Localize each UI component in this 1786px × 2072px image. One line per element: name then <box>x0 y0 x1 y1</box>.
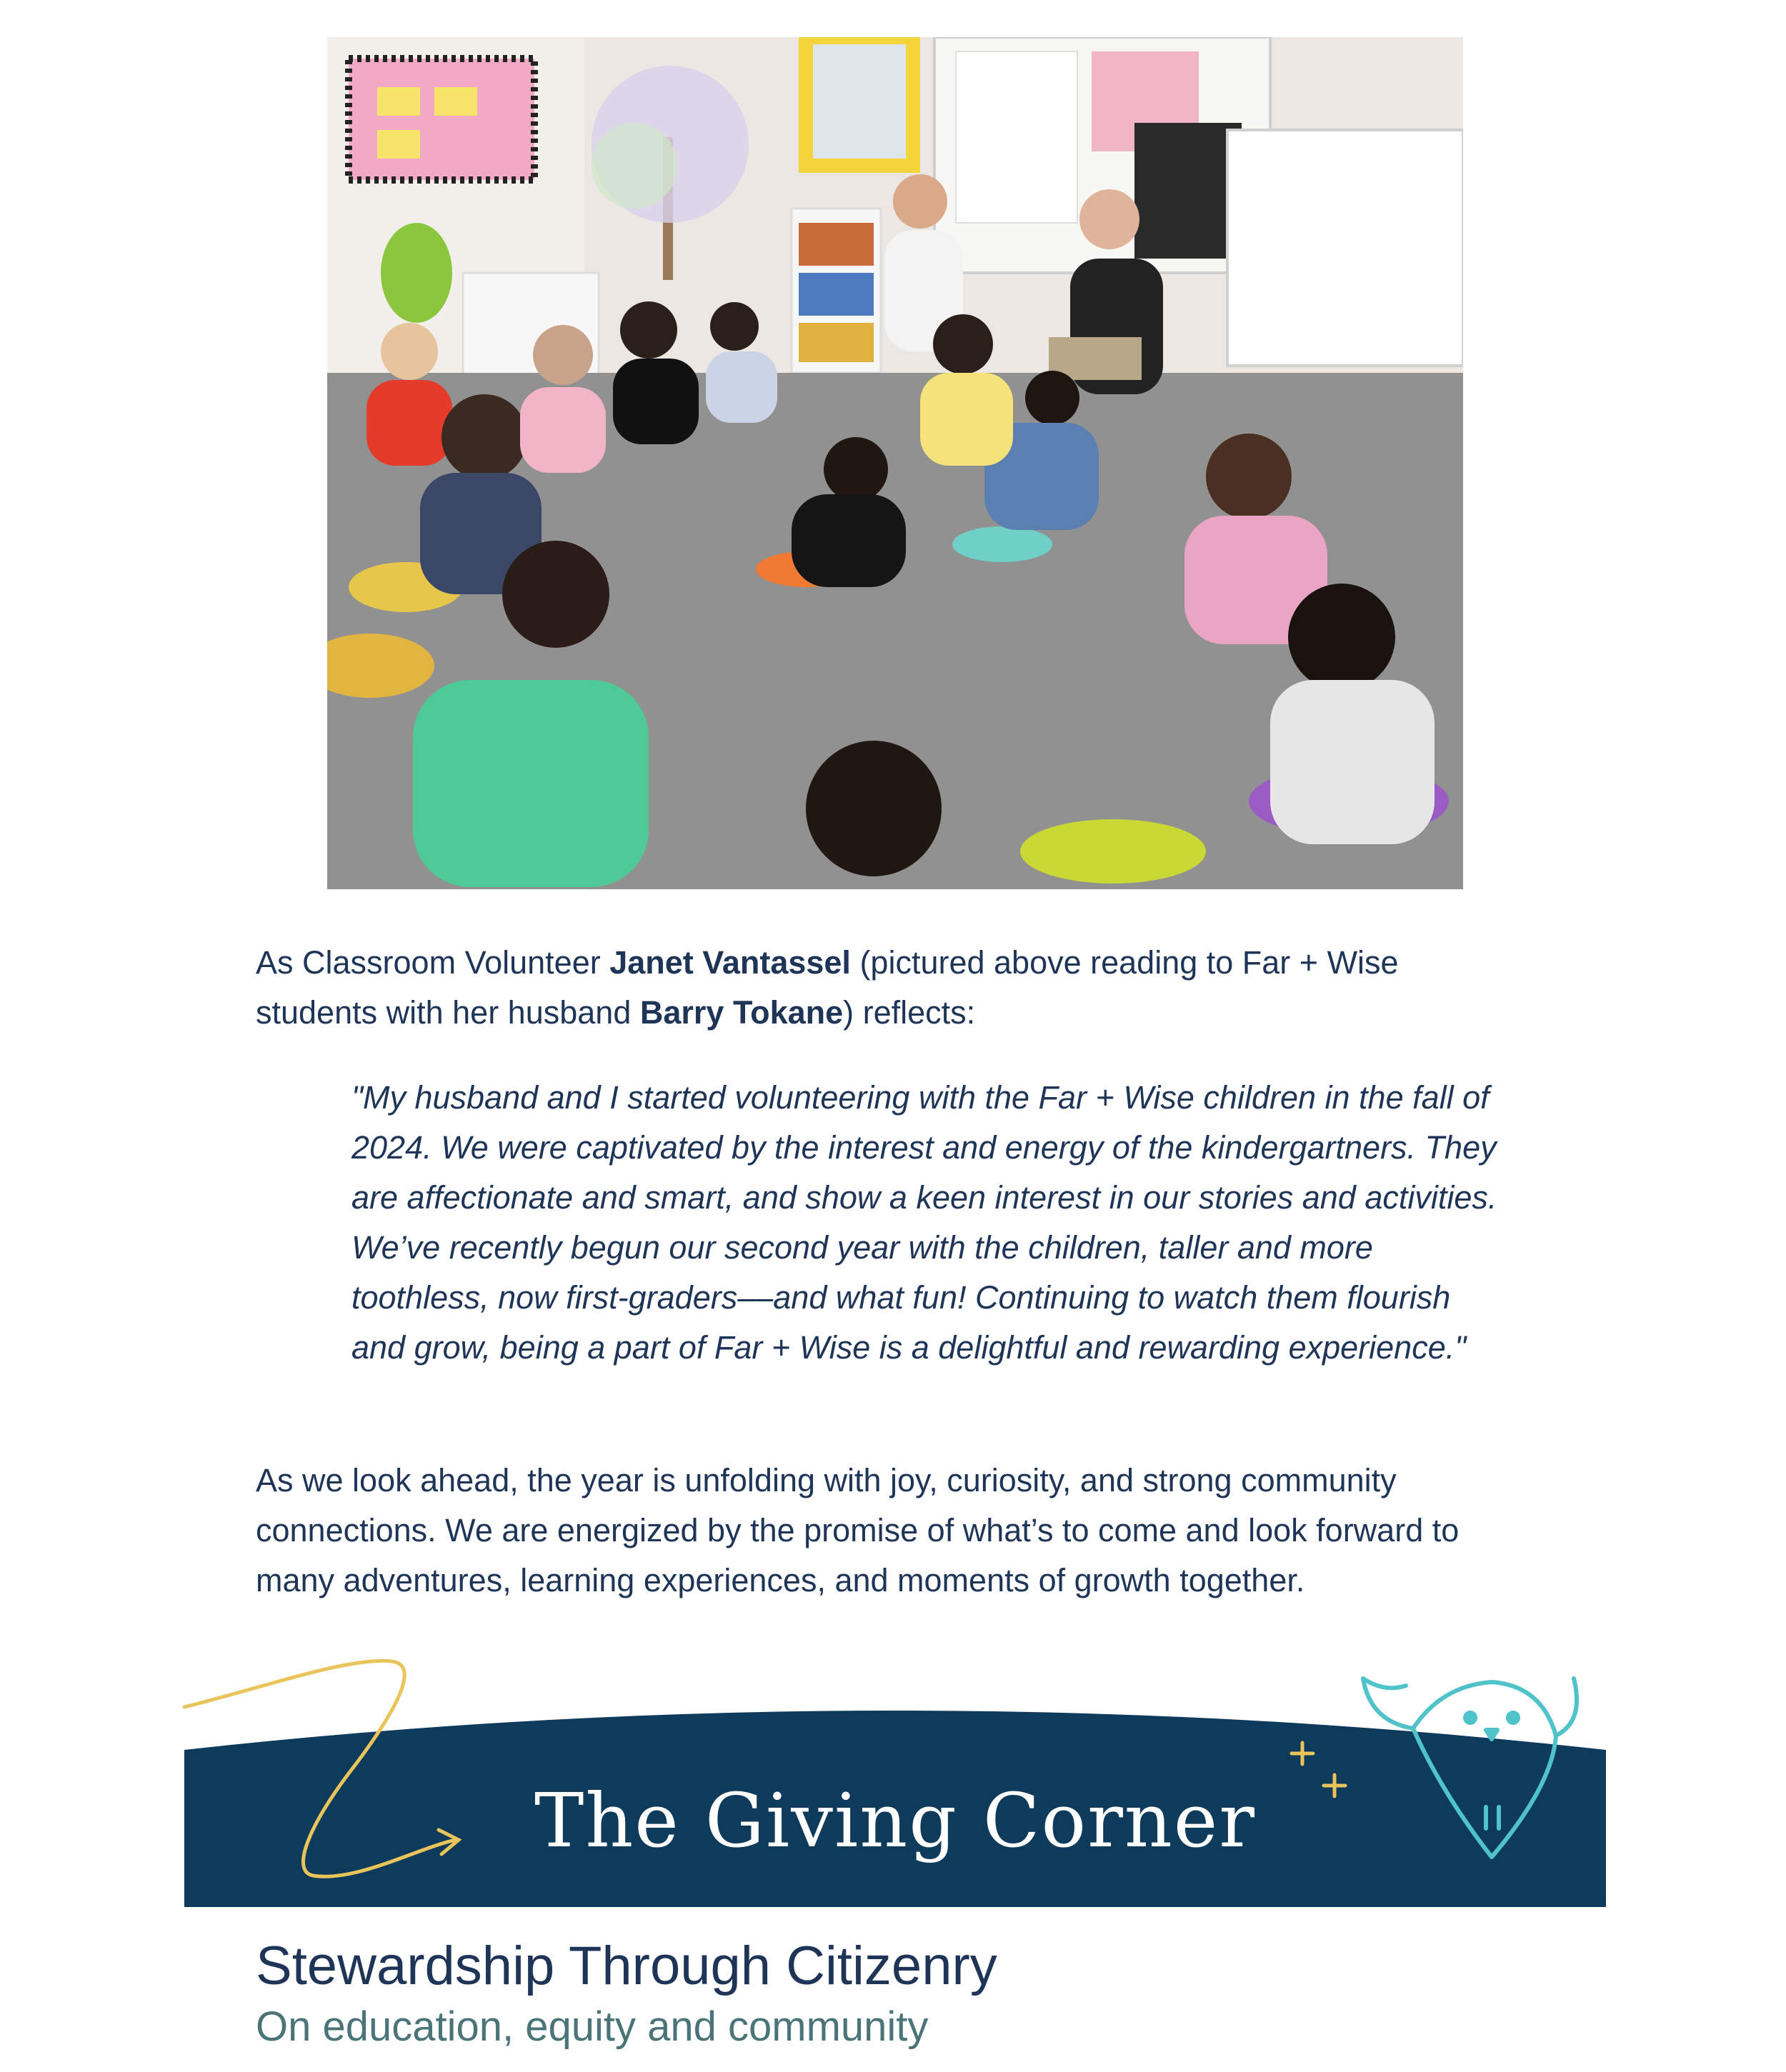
husband-name: Barry Tokane <box>639 994 844 1031</box>
volunteer-name: Janet Vantassel <box>609 944 851 981</box>
section-subtitle: On education, equity and community <box>256 2003 929 2050</box>
intro-middle: (pictured above reading to Far + Wise students with her husband <box>256 944 1399 1031</box>
volunteer-quote: "My husband and I started volunteering with the Far + Wise children in the fall of 2024. We were captivated by the interest and energy of the kindergartners. They are affectionate and smart, and show a keen interest in our stories and activities. We’ve recently begun our second year with the children, taller and more toothless, now first-graders––and what fun! Continuing to watch them flourish and grow, being a part of Far + Wise is a delightful and rewarding experience." <box>351 1079 1497 1366</box>
intro-prefix: As Classroom Volunteer <box>256 944 610 981</box>
banner-title: The Giving Corner <box>534 1777 1257 1864</box>
section-title: Stewardship Through Citizenry <box>256 1936 997 1996</box>
banner-graphic <box>184 1643 1606 1907</box>
intro-paragraph <box>256 938 1513 1038</box>
giving-corner-banner <box>184 1643 1606 1907</box>
closing-paragraph: As we look ahead, the year is unfolding with joy, curiosity, and strong community connections. We are energized by the promise of what’s to come and look forward to many adventures, learning experiences, and moments of growth together. <box>256 1462 1460 1598</box>
intro-suffix: ) reflects: <box>843 994 976 1031</box>
classroom-photo-illustration <box>327 37 1463 889</box>
classroom-photo <box>327 37 1463 889</box>
